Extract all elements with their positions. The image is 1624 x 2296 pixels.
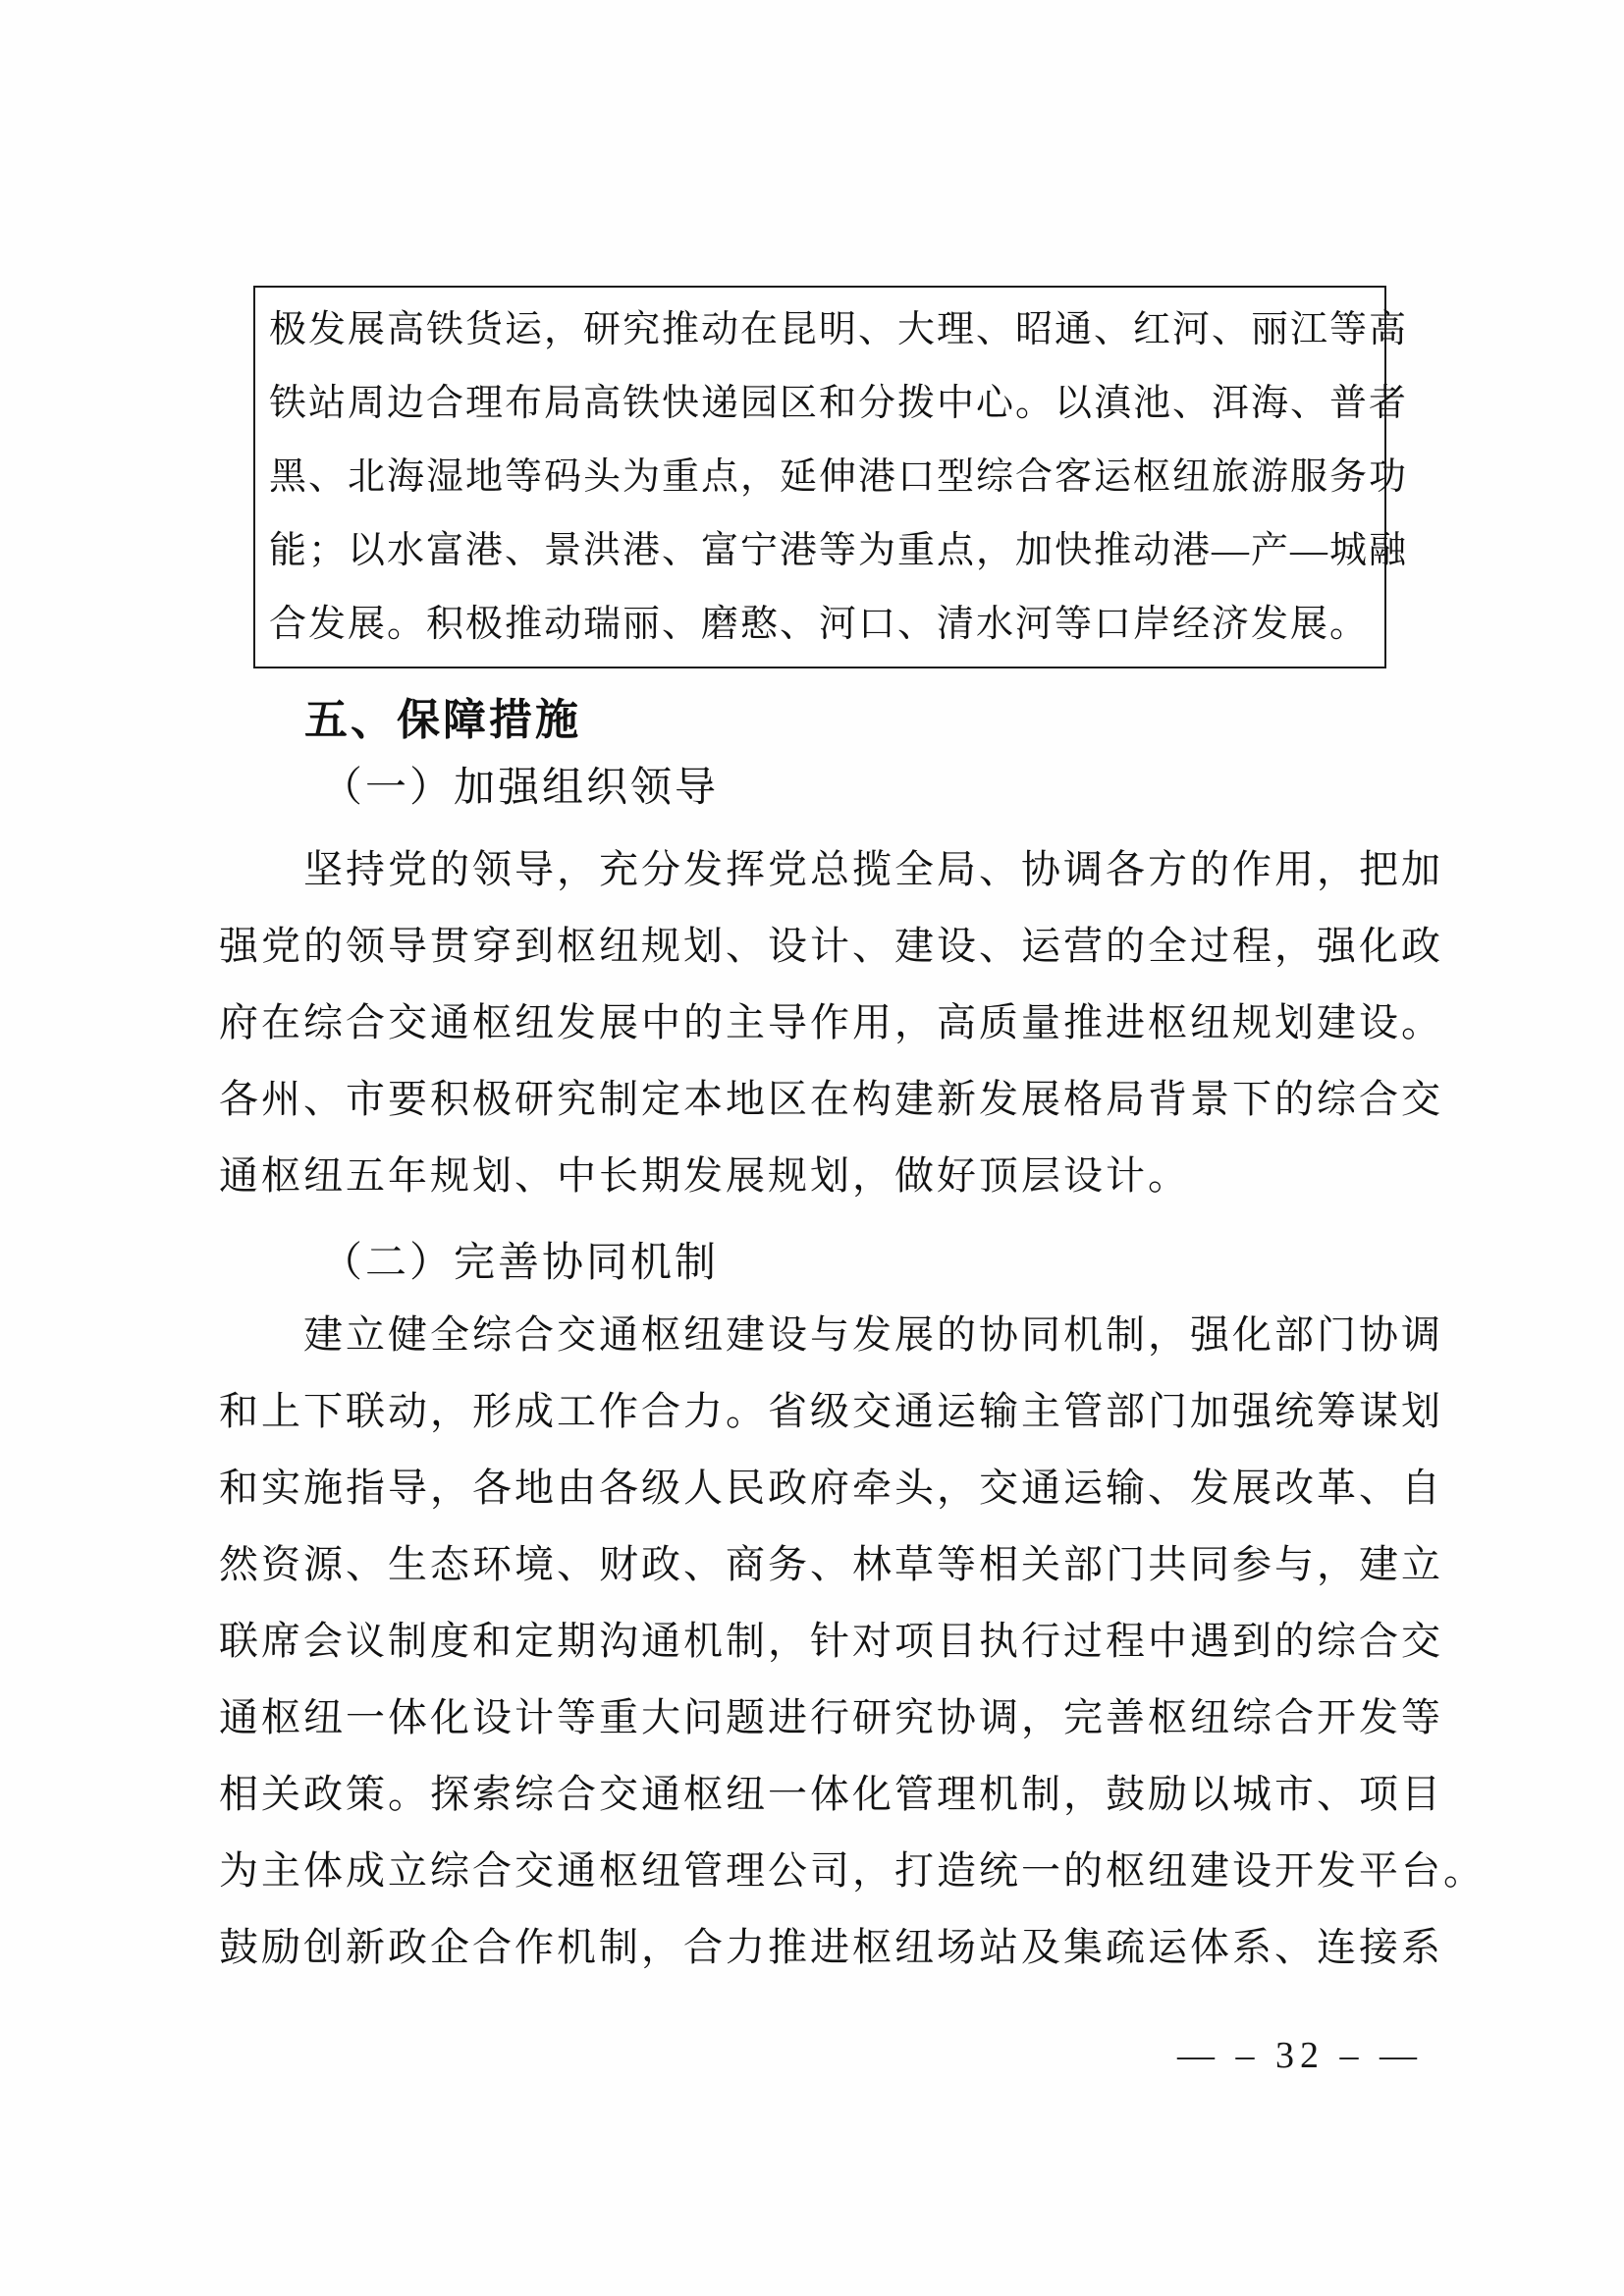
text-line: 和实施指导，各地由各级人民政府牵头，交通运输、发展改革、自 (219, 1466, 1443, 1510)
text-line: 通枢纽五年规划、中长期发展规划，做好顶层设计。 (219, 1153, 1190, 1198)
text-line: 各州、市要积极研究制定本地区在构建新发展格局背景下的综合交 (219, 1077, 1443, 1121)
boxed-note-line: 极发展高铁货运，研究推动在昆明、大理、昭通、红河、丽江等高 (269, 309, 1409, 350)
text-line: 府在综合交通枢纽发展中的主导作用，高质量推进枢纽规划建设。 (219, 1000, 1443, 1044)
paragraph-1 (219, 831, 1443, 1214)
boxed-note-line: 合发展。积极推动瑞丽、磨憨、河口、清水河等口岸经济发展。 (269, 604, 1370, 645)
text-line: 和上下联动，形成工作合力。省级交通运输主管部门加强统筹谋划 (219, 1389, 1443, 1433)
text-line: 坚持党的领导，充分发挥党总揽全局、协调各方的作用，把加 (303, 847, 1443, 891)
subsection-heading-1: （一）加强组织领导 (321, 766, 720, 811)
text-line: 建立健全综合交通枢纽建设与发展的协同机制，强化部门协调 (303, 1312, 1443, 1357)
document-content (219, 0, 1486, 1986)
text-line: 然资源、生态环境、财政、商务、林草等相关部门共同参与，建立 (219, 1542, 1443, 1586)
boxed-note-line: 能；以水富港、景洪港、富宁港等为重点，加快推动港—产—城融 (269, 530, 1409, 571)
text-line: 通枢纽一体化设计等重大问题进行研究协调，完善枢纽综合开发等 (219, 1695, 1443, 1739)
boxed-note-line: 黑、北海湿地等码头为重点，延伸港口型综合客运枢纽旅游服务功 (269, 456, 1409, 498)
subsection-heading-2: （二）完善协同机制 (321, 1241, 720, 1286)
boxed-note (253, 286, 1409, 668)
boxed-note-line: 铁站周边合理布局高铁快递园区和分拨中心。以滇池、洱海、普者 (269, 383, 1409, 424)
text-line: 联席会议制度和定期沟通机制，针对项目执行过程中遇到的综合交 (219, 1619, 1443, 1663)
section-heading: 五、保障措施 (304, 696, 581, 744)
text-line: 强党的领导贯穿到枢纽规划、设计、建设、运营的全过程，强化政 (219, 924, 1443, 968)
text-line: 相关政策。探索综合交通枢纽一体化管理机制，鼓励以城市、项目 (219, 1772, 1443, 1816)
text-line: 鼓励创新政企合作机制，合力推进枢纽场站及集疏运体系、连接系 (219, 1925, 1443, 1969)
page-number: — – 32 – — (1177, 2035, 1423, 2076)
text-line: 为主体成立综合交通枢纽管理公司，打造统一的枢纽建设开发平台。 (219, 1848, 1486, 1893)
paragraph-2 (219, 1297, 1486, 1986)
